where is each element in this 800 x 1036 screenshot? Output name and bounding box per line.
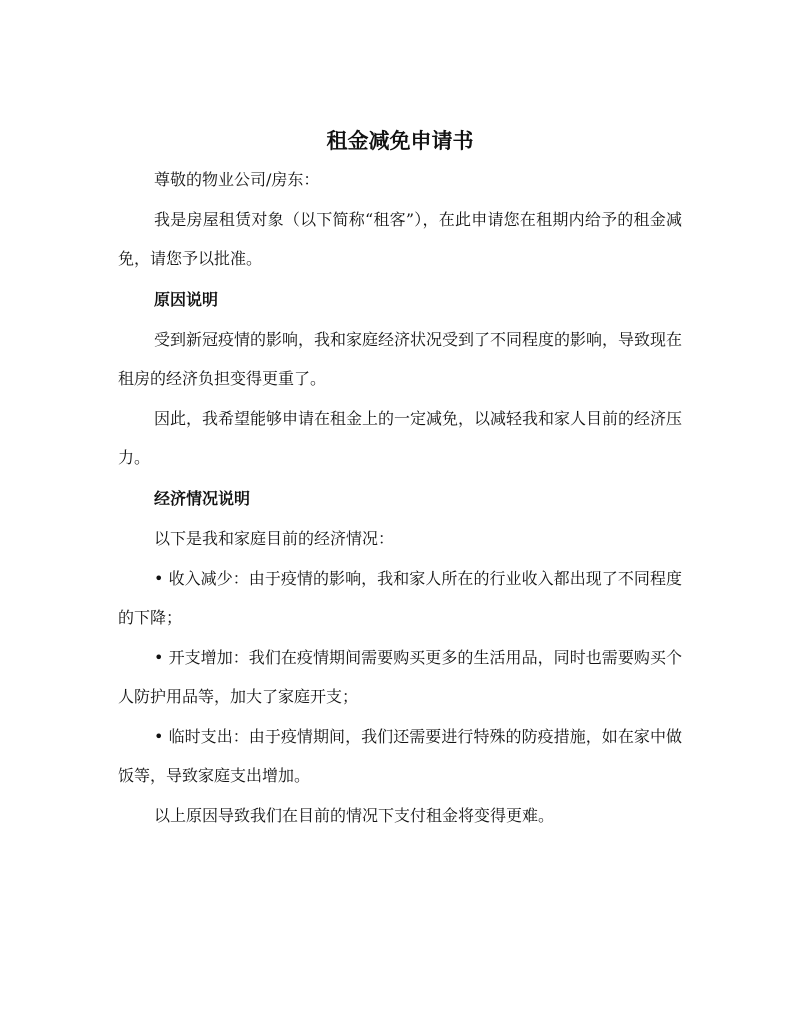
reason-paragraph-2: 因此，我希望能够申请在租金上的一定减免，以减轻我和家人目前的经济压力。 [118,409,683,467]
bullet-item-expense: • 开支增加：我们在疫情期间需要购买更多的生活用品，同时也需要购买个人防护用品等，加大了家庭开支； [118,648,682,706]
document-title: 租金减免申请书 [326,128,474,153]
finance-lead-paragraph: 以下是我和家庭目前的经济情况： [154,529,395,548]
bullet-item-income: • 收入减少：由于疫情的影响，我和家人所在的行业收入都出现了不同程度的下降； [118,569,682,627]
salutation: 尊敬的物业公司/房东： [154,170,320,189]
section-heading-finance: 经济情况说明 [154,489,251,508]
section-heading-reason: 原因说明 [154,290,219,309]
bullet-item-temporary: • 临时支出：由于疫情期间，我们还需要进行特殊的防疫措施，如在家中做饭等，导致家庭支出增加。 [118,727,682,785]
document-page [118,124,682,836]
intro-paragraph: 我是房屋租赁对象（以下简称“租客”），在此申请您在租期内给予的租金减免，请您予以批准。 [118,210,682,268]
reason-paragraph-1: 受到新冠疫情的影响，我和家庭经济状况受到了不同程度的影响，导致现在租房的经济负担变得更重了。 [118,330,683,388]
finance-closing-paragraph: 以上原因导致我们在目前的情况下支付租金将变得更难。 [154,806,555,825]
